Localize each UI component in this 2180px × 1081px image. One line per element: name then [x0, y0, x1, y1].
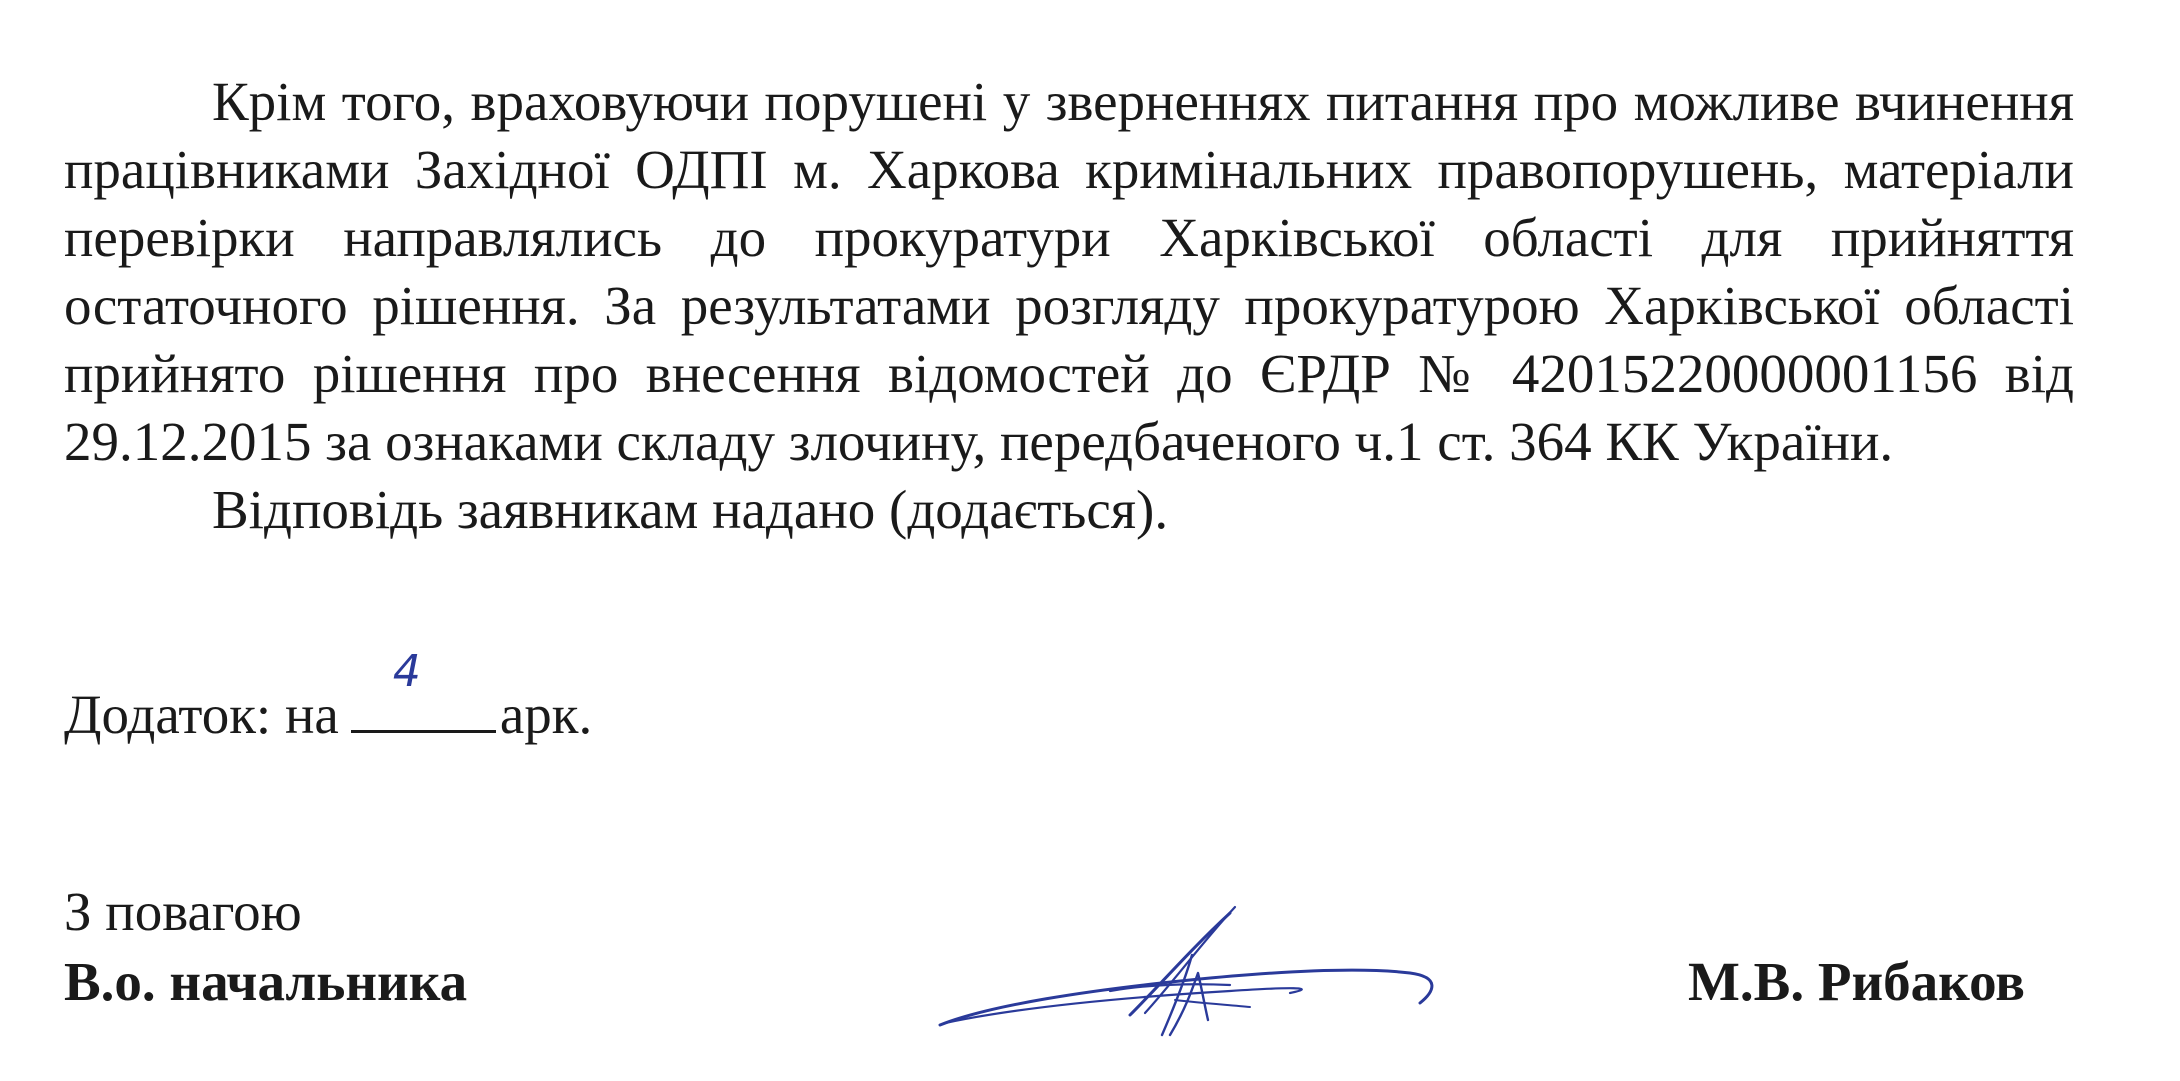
body-paragraph-2: Відповідь заявникам надано (додається).	[212, 479, 1169, 540]
signature-icon	[930, 895, 1450, 1045]
appendix-prefix: Додаток: на	[64, 684, 339, 745]
appendix-suffix: арк.	[499, 684, 593, 745]
closing-phrase: З повагою	[64, 881, 302, 942]
appendix-line	[64, 646, 593, 749]
letter-body	[64, 68, 2074, 544]
signatory-name: М.В. Рибаков	[1688, 951, 2025, 1012]
body-paragraph-1: Крім того, враховуючи порушені у зверненнях питання про можливе вчинення працівниками Західної ОДПІ м. Харкова кримінальних правопорушень, матеріали перевірки направлялись до прокуратури Харківської області для прийняття остаточного рішення. За результатами розгляду прокуратурою Харківської області прийнято рішення про внесення відомостей до ЄРДР № 42015220000001156 від 29.12.2015 за ознаками складу злочину, передбаченого ч.1 ст. 364 КК України.	[64, 71, 2074, 472]
appendix-count-handwritten: 4	[392, 646, 421, 697]
appendix-blank	[351, 646, 496, 733]
signatory-position: В.о. начальника	[64, 951, 468, 1012]
